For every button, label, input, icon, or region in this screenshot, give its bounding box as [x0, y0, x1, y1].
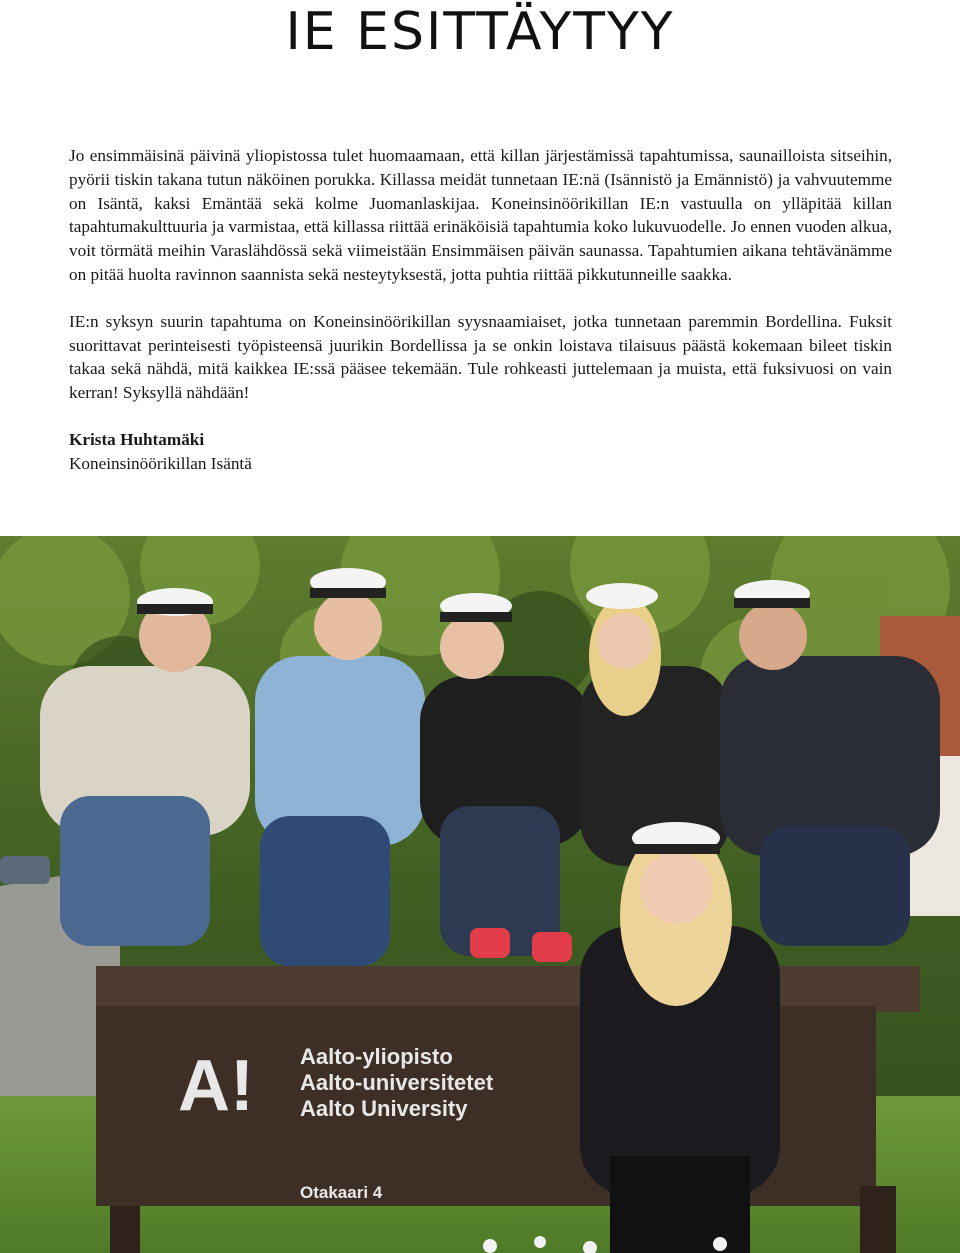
page-title: IE ESITTÄYTYY — [285, 2, 675, 62]
article-body — [69, 144, 892, 476]
paragraph-intro: Jo ensimmäisinä päivinä yliopistossa tulet huomaamaan, että killan järjestämissä tapahtumissa, saunailloista sitseihin, pyörii tiskin takana tutun näköinen porukka. Killassa meidät tunnetaan IE:nä (Isännistö ja Emännistö) ja vahvuutemme on Isäntä, kaksi Emäntää sekä kolme Juomanlaskijaa. Koneinsinöörikillan IE:n vastuulla on ylläpitää killan tapahtumakulttuuria ja varmistaa, että killassa riittää erinäköisiä tapahtumia koko lukuvuodelle. Jo ennen vuoden alkua, voit törmätä meihin Varaslähdössä sekä viimeistään Ensimmäisen päivän saunassa. Tapahtumien aikana tehtävänämme on pitää huolta ravinnon saannista sekä nesteytyksestä, jotta puhtia riittää pikkutunneille saakka. — [69, 146, 892, 284]
sign-line-fi: Aalto-yliopisto — [300, 1044, 453, 1069]
group-photo — [0, 536, 960, 1253]
signature-name: Krista Huhtamäki — [69, 429, 205, 449]
paragraph-bordelli: IE:n syksyn suurin tapahtuma on Koneinsinöörikillan syysnaamiaiset, jotka tunnetaan paremmin Bordellina. Fuksit suorittavat perinteisesti työpisteensä juurikin Bordellissa ja se onkin loistava tilaisuus päästä kokemaan bileet tiskin takaa sekä nähdä, mitä kaikkea IE:ssä pääsee tekemään. Tule rohkeasti juttelemaan ja muista, että fuksivuosi on vain kerran! Syksyllä nähdään! — [69, 311, 892, 403]
signature-role: Koneinsinöörikillan Isäntä — [69, 453, 252, 473]
sign-address: Otakaari 4 — [300, 1183, 383, 1202]
signature — [69, 428, 892, 476]
sign-line-en: Aalto University — [300, 1096, 468, 1121]
sign-logo: A! — [178, 1046, 254, 1126]
sign-line-sv: Aalto-universitetet — [300, 1070, 494, 1095]
